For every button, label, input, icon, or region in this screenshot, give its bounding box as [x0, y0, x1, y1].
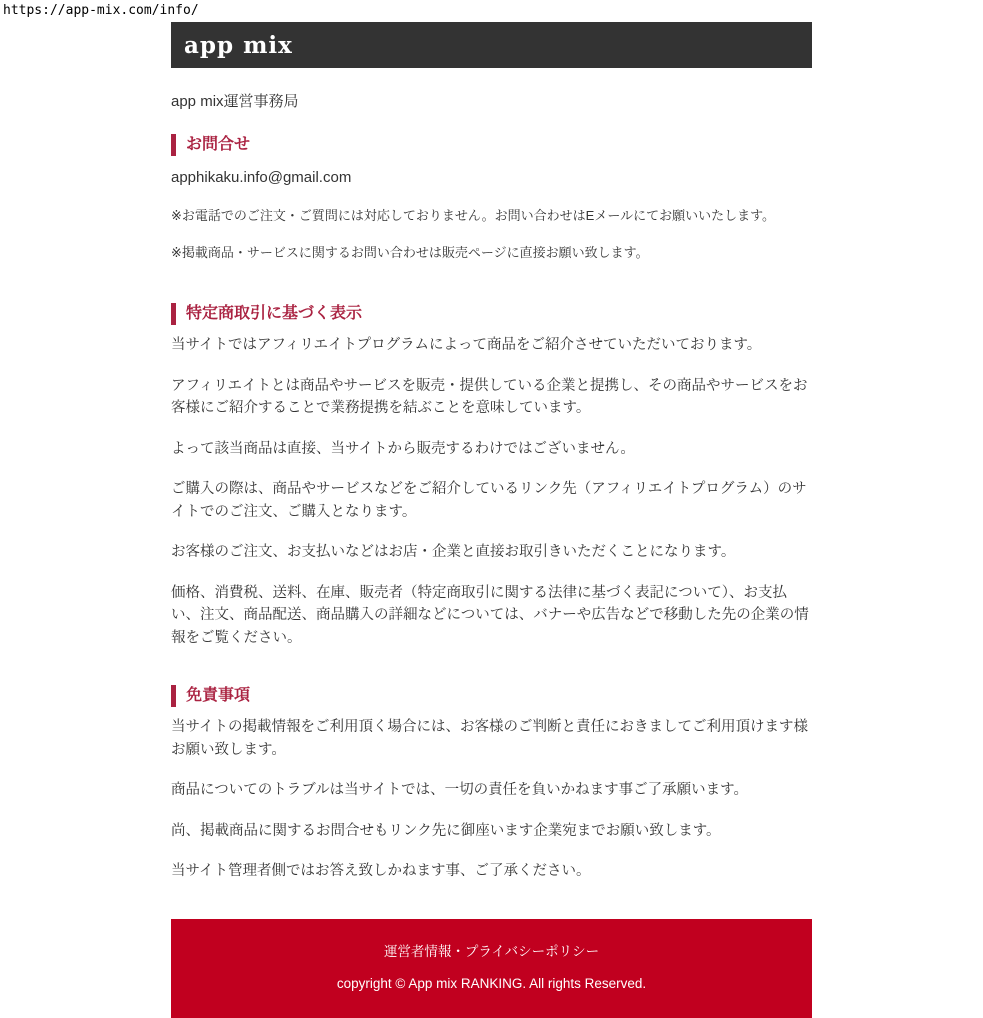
section-contact: [171, 134, 812, 261]
contact-note-phone: ※お電話でのご注文・ご質問には対応しておりません。お問い合わせはEメールにてお願いいたします。: [171, 208, 776, 223]
commercial-law-paragraph: よって該当商品は直接、当サイトから販売するわけではございません。: [171, 440, 635, 457]
contact-heading: お問合せ: [171, 134, 812, 156]
disclaimer-paragraph: 商品についてのトラブルは当サイトでは、一切の責任を負いかねます事ご了承願います。: [171, 782, 748, 798]
footer-privacy-policy-link[interactable]: 運営者情報・プライバシーポリシー: [383, 943, 600, 959]
operator-name: app mix運営事務局: [171, 93, 299, 110]
main-content: [171, 93, 812, 883]
disclaimer-paragraph: 尚、掲載商品に関するお問合せもリンク先に御座います企業宛までお願い致します。: [171, 822, 721, 839]
section-disclaimer: [171, 685, 812, 883]
page-container: [171, 22, 812, 1018]
commercial-law-paragraph: お客様のご注文、お支払いなどはお店・企業と直接お取引きいただくことになります。: [171, 544, 736, 560]
footer-copyright: copyright © App mix RANKING. All rights Reserved.: [336, 975, 647, 991]
disclaimer-heading: 免責事項: [171, 685, 812, 707]
commercial-law-heading: 特定商取引に基づく表示: [171, 303, 812, 325]
disclaimer-paragraph: 当サイトの掲載情報をご利用頂く場合には、お客様のご判断と責任におきましてご利用頂けます様お願い致します。: [171, 719, 808, 758]
url-text: https://app-mix.com/info/: [3, 3, 199, 18]
commercial-law-paragraph: ご購入の際は、商品やサービスなどをご紹介しているリンク先（アフィリエイトプログラム）のサイトでのご注文、ご購入となります。: [171, 481, 807, 520]
commercial-law-paragraph: アフィリエイトとは商品やサービスを販売・提供している企業と提携し、その商品やサービスをお客様にご紹介することで業務提携を結ぶことを意味しています。: [171, 377, 808, 416]
site-header: [171, 22, 812, 68]
commercial-law-paragraph: 価格、消費税、送料、在庫、販売者（特定商取引に関する法律に基づく表記について）、お支払い、注文、商品配送、商品購入の詳細などについては、バナーや広告などで移動した先の企業の情報をご覧ください。: [171, 584, 809, 646]
commercial-law-paragraph: 当サイトではアフィリエイトプログラムによって商品をご紹介させていただいております。: [171, 337, 762, 353]
site-logo[interactable]: app mix: [184, 31, 293, 59]
section-commercial-law: [171, 303, 812, 649]
disclaimer-paragraph: 当サイト管理者側ではお答え致しかねます事、ご了承ください。: [171, 863, 591, 879]
contact-email: apphikaku.info@gmail.com: [171, 169, 352, 186]
contact-note-products: ※掲載商品・サービスに関するお問い合わせは販売ページに直接お願い致します。: [171, 245, 649, 260]
site-footer: [171, 919, 812, 1018]
